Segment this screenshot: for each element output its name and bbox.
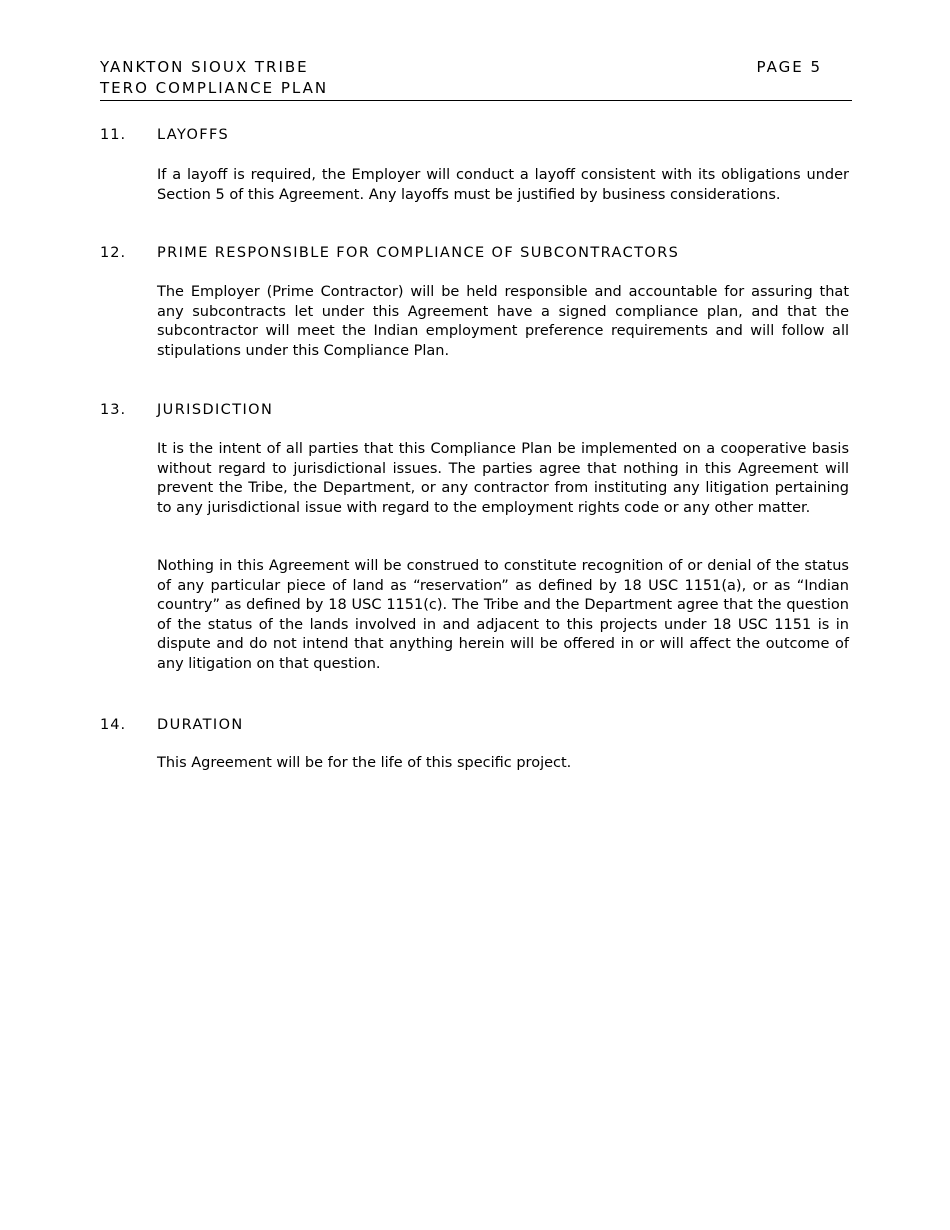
header-document-title: TERO COMPLIANCE PLAN bbox=[100, 79, 329, 97]
section-number: 13. bbox=[100, 402, 127, 418]
section-paragraph: It is the intent of all parties that this Compliance Plan be implemented on a cooperative basis without regard to jurisdictional issues. The parties agree that nothing in this Agreement will prevent the Tribe, the Department, or any contractor from instituting any litigation pertaining to any jurisdictional issue with regard to the employment rights code or any other matter. bbox=[157, 441, 849, 516]
section-number: 11. bbox=[100, 127, 127, 143]
section-title: PRIME RESPONSIBLE FOR COMPLIANCE OF SUBCONTRACTORS bbox=[157, 245, 680, 261]
section-paragraph: The Employer (Prime Contractor) will be held responsible and accountable for assuring that any subcontracts let under this Agreement have a signed compliance plan, and that the subcontractor will meet the Indian employment preference requirements and will follow all stipulations under this Compliance Plan. bbox=[157, 284, 849, 359]
section-number: 12. bbox=[100, 245, 127, 261]
section-title: DURATION bbox=[157, 717, 244, 733]
page-number: PAGE 5 bbox=[756, 58, 822, 76]
section-title: JURISDICTION bbox=[157, 402, 274, 418]
page-header bbox=[100, 56, 852, 101]
section-number: 14. bbox=[100, 717, 127, 733]
section-title: LAYOFFS bbox=[157, 127, 230, 143]
section-paragraph: Nothing in this Agreement will be construed to constitute recognition of or denial of the status of any particular piece of land as “reservation” as defined by 18 USC 1151(a), or as “Indian country” as defined by 18 USC 1151(c). The Tribe and the Department agree that the question of the status of the lands involved in and adjacent to this projects under 18 USC 1151 is in dispute and do not intend that anything herein will be offered in or will affect the outcome of any litigation on that question. bbox=[157, 558, 849, 672]
header-organization: YANKTON SIOUX TRIBE bbox=[100, 58, 309, 76]
section-paragraph: If a layoff is required, the Employer will conduct a layoff consistent with its obligations under Section 5 of this Agreement. Any layoffs must be justified by business considerations. bbox=[157, 167, 849, 203]
section-paragraph: This Agreement will be for the life of this specific project. bbox=[157, 755, 572, 771]
